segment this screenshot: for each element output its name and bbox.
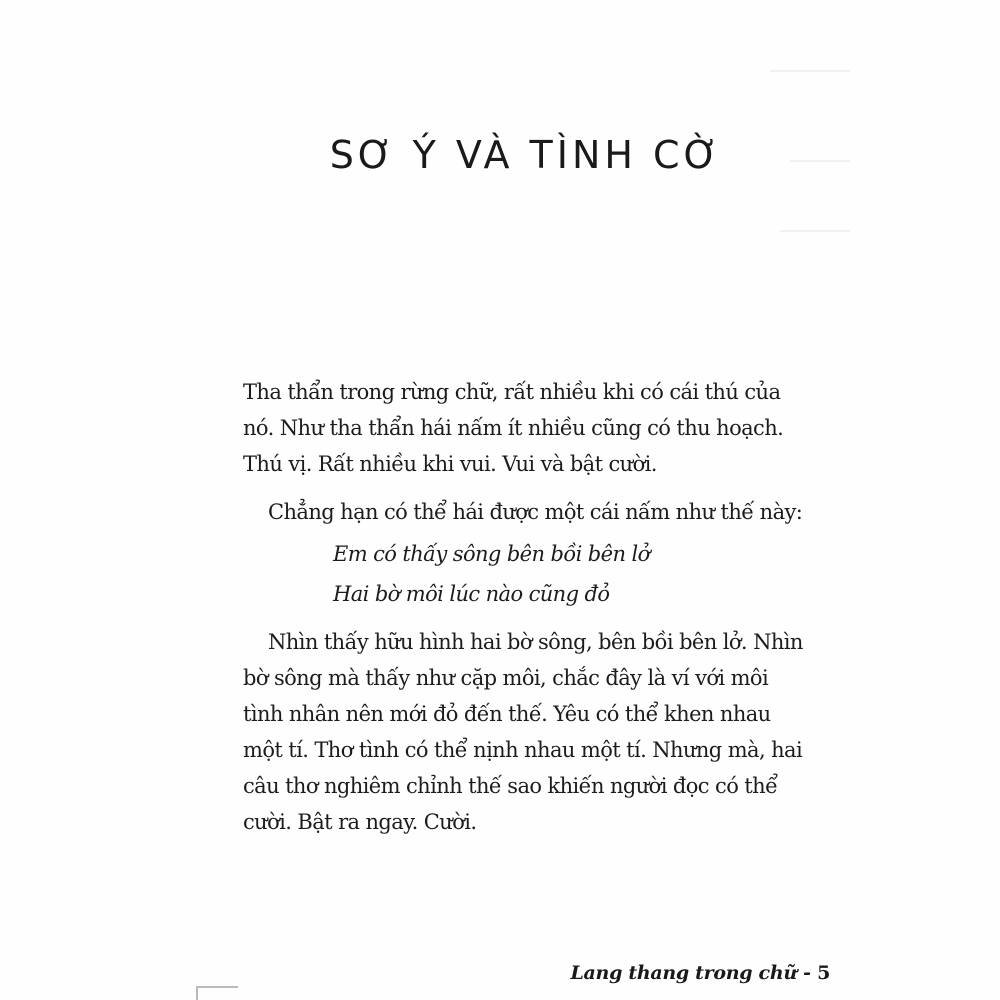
scan-edge-artifact bbox=[196, 986, 238, 1000]
text-line: câu thơ nghiêm chỉnh thế sao khiến người đọc có thể bbox=[243, 774, 778, 798]
verse-line: Hai bờ môi lúc nào cũng đỏ bbox=[333, 582, 610, 606]
text-line: một tí. Thơ tình có thể nịnh nhau một tí. Nhưng mà, hai bbox=[243, 738, 803, 762]
text-line: nó. Như tha thẩn hái nấm ít nhiều cũng có thu hoạch. bbox=[243, 416, 784, 440]
text-line: cười. Bật ra ngay. Cười. bbox=[243, 810, 477, 834]
bleed-through-mark bbox=[770, 70, 850, 72]
footer-separator: - bbox=[796, 962, 818, 984]
text-line: Nhìn thấy hữu hình hai bờ sông, bên bồi bên lở. Nhìn bbox=[268, 630, 803, 654]
text-line: Tha thẩn trong rừng chữ, rất nhiều khi có cái thú của bbox=[243, 380, 781, 404]
bleed-through-mark bbox=[780, 230, 850, 232]
verse-quote bbox=[333, 534, 817, 614]
page-number: 5 bbox=[817, 962, 830, 984]
running-title: Lang thang trong chữ bbox=[570, 962, 797, 984]
text-line: tình nhân nên mới đỏ đến thế. Yêu có thể khen nhau bbox=[243, 702, 771, 726]
text-line: bờ sông mà thấy như cặp môi, chắc đây là ví với môi bbox=[243, 666, 769, 690]
paragraph-2: Chẳng hạn có thể hái được một cái nấm như thế này: bbox=[268, 500, 803, 524]
paragraph-3 bbox=[243, 624, 817, 840]
chapter-body bbox=[243, 374, 817, 840]
chapter-title: SƠ Ý VÀ TÌNH CỜ bbox=[329, 133, 723, 178]
text-line: Thú vị. Rất nhiều khi vui. Vui và bật cười. bbox=[243, 452, 657, 476]
verse-line: Em có thấy sông bên bồi bên lở bbox=[333, 542, 650, 566]
page-footer bbox=[570, 962, 830, 984]
paragraph-1 bbox=[243, 374, 817, 482]
